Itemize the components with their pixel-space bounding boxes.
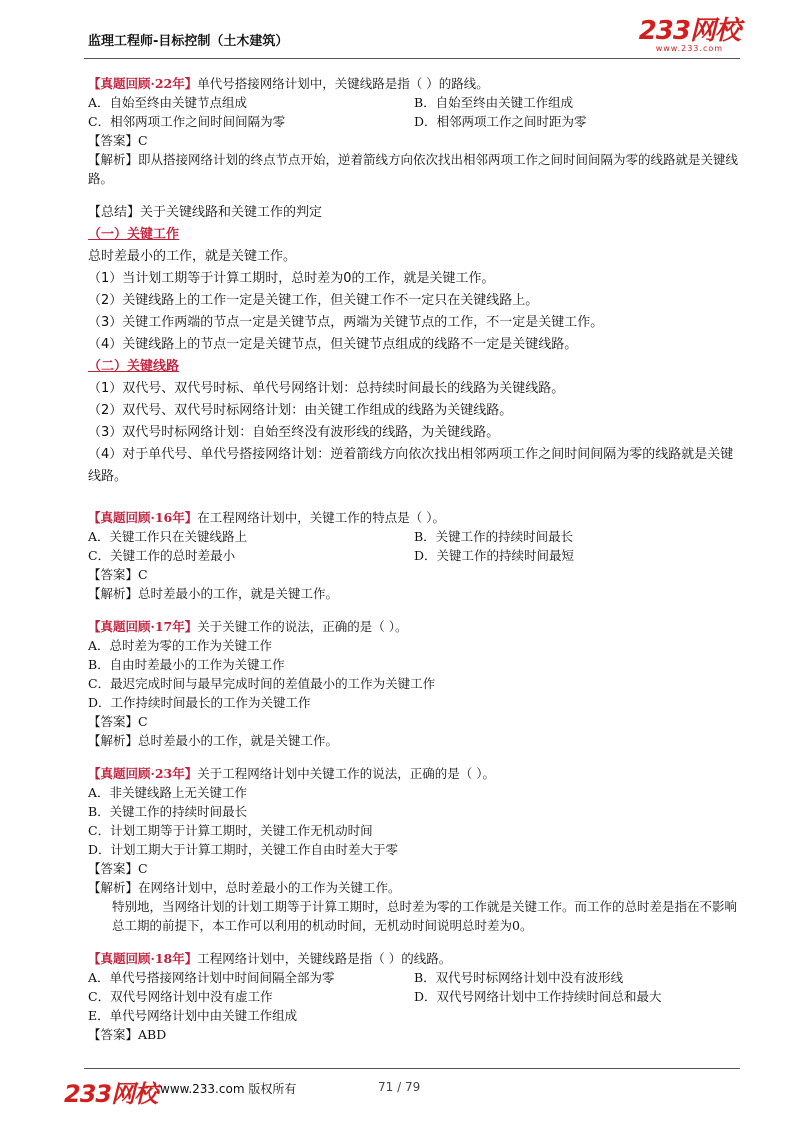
list-item: （2）关键线路上的工作一定是关键工作，但关键工作不一定只在关键线路上。 xyxy=(88,293,539,308)
option-a: A．自始至终由关键节点组成 xyxy=(88,95,248,110)
list-item: （4）对于单代号、单代号搭接网络计划：逆着箭线方向依次找出相邻两项工作之间时间间隔为零的线路就是关键线路。 xyxy=(88,447,734,484)
question-tag: 【真题回顾·18年】 xyxy=(88,951,198,966)
summary-title: 【总结】关于关键线路和关键工作的判定 xyxy=(88,205,323,220)
section-key-path: （二）关键线路 xyxy=(88,359,180,374)
page-number: 71 / 79 xyxy=(378,1080,421,1094)
option-b: B．关键工作的持续时间最长 xyxy=(414,529,574,544)
analysis: 【解析】总时差最小的工作，就是关键工作。 xyxy=(88,733,339,748)
analysis: 【解析】即从搭接网络计划的终点节点开始，逆着箭线方向依次找出相邻两项工作之间时间间隔为零的线路就是关键线路。 xyxy=(88,152,739,186)
copyright: www.233.com 版权所有 xyxy=(160,1082,297,1096)
brand-logo xyxy=(639,18,740,53)
answer: 【答案】ABD xyxy=(88,1027,167,1042)
option-a: A．非关键线路上无关键工作 xyxy=(88,785,248,800)
analysis: 【解析】在网络计划中，总时差最小的工作为关键工作。 xyxy=(88,880,401,895)
option-c: C．相邻两项工作之间时间间隔为零 xyxy=(88,114,286,129)
question-17 xyxy=(88,617,740,750)
list-item: （1）双代号、双代号时标、单代号网络计划：总持续时间最长的线路为关键线路。 xyxy=(88,381,565,396)
list-item: （3）双代号时标网络计划：自始至终没有波形线的线路，为关键线路。 xyxy=(88,425,500,440)
header-divider xyxy=(84,58,740,59)
question-stem: 单代号搭接网络计划中，关键线路是指（ ）的路线。 xyxy=(197,76,489,91)
list-item: （4）关键线路上的节点一定是关键节点，但关键节点组成的线路不一定是关键线路。 xyxy=(88,337,578,352)
question-tag: 【真题回顾·17年】 xyxy=(88,619,198,634)
summary xyxy=(88,202,740,488)
option-a: A．单代号搭接网络计划中时间间隔全部为零 xyxy=(88,970,335,985)
option-d: D．相邻两项工作之间时距为零 xyxy=(414,114,587,129)
brand-logo-mark: 233网校 xyxy=(638,16,740,46)
question-stem: 在工程网络计划中，关键工作的特点是（ ）。 xyxy=(197,510,445,525)
option-c: C．最迟完成时间与最早完成时间的差值最小的工作为关键工作 xyxy=(88,676,436,691)
answer: 【答案】C xyxy=(88,861,148,876)
option-b: B．双代号时标网络计划中没有波形线 xyxy=(414,970,624,985)
question-stem: 关于工程网络计划中关键工作的说法，正确的是（ ）。 xyxy=(197,766,495,781)
option-c: C．计划工期等于计算工期时，关键工作无机动时间 xyxy=(88,823,373,838)
question-stem: 关于关键工作的说法，正确的是（ ）。 xyxy=(197,619,408,634)
question-tag: 【真题回顾·23年】 xyxy=(88,766,198,781)
analysis: 【解析】总时差最小的工作，就是关键工作。 xyxy=(88,586,339,601)
answer: 【答案】C xyxy=(88,133,148,148)
question-22 xyxy=(88,74,740,188)
question-23 xyxy=(88,764,740,935)
option-a: A．总时差为零的工作为关键工作 xyxy=(88,638,273,653)
option-d: D．双代号网络计划中工作持续时间总和最大 xyxy=(414,989,662,1004)
option-b: B．自始至终由关键工作组成 xyxy=(414,95,574,110)
section-key-work: （一）关键工作 xyxy=(88,227,180,242)
option-c: C．双代号网络计划中没有虚工作 xyxy=(88,989,273,1004)
question-18 xyxy=(88,949,740,1044)
option-b: B．关键工作的持续时间最长 xyxy=(88,804,248,819)
footer-divider xyxy=(84,1068,740,1069)
answer: 【答案】C xyxy=(88,567,148,582)
list-item: （3）关键工作两端的节点一定是关键节点，两端为关键节点的工作，不一定是关键工作。 xyxy=(88,315,604,330)
option-d: D．计划工期大于计算工期时，关键工作自由时差大于零 xyxy=(88,842,399,857)
answer: 【答案】C xyxy=(88,714,148,729)
option-c: C．关键工作的总时差最小 xyxy=(88,548,236,563)
option-e: E．单代号网络计划中由关键工作组成 xyxy=(88,1008,298,1023)
question-tag: 【真题回顾·16年】 xyxy=(88,510,198,525)
option-d: D．关键工作的持续时间最短 xyxy=(414,548,575,563)
analysis-note: 特别地，当网络计划的计划工期等于计算工期时，总时差为零的工作就是关键工作。而工作的总时差是指在不影响总工期的前提下，本工作可以利用的机动时间，无机动时间说明总时差为0。 xyxy=(112,899,738,933)
option-d: D．工作持续时间最长的工作为关键工作 xyxy=(88,695,311,710)
document-title: 监理工程师-目标控制（土木建筑） xyxy=(88,34,289,49)
section-intro: 总时差最小的工作，就是关键工作。 xyxy=(88,249,297,264)
footer-logo: 233网校 xyxy=(64,1080,158,1108)
question-16 xyxy=(88,508,740,603)
question-stem: 工程网络计划中，关键线路是指（ ）的线路。 xyxy=(197,951,452,966)
option-b: B．自由时差最小的工作为关键工作 xyxy=(88,657,285,672)
list-item: （1）当计划工期等于计算工期时，总时差为0的工作，就是关键工作。 xyxy=(88,271,495,286)
question-tag: 【真题回顾·22年】 xyxy=(88,76,198,91)
option-a: A．关键工作只在关键线路上 xyxy=(88,529,248,544)
list-item: （2）双代号、双代号时标网络计划：由关键工作组成的线路为关键线路。 xyxy=(88,403,513,418)
brand-logo-url: www.233.com xyxy=(655,44,724,53)
page-body xyxy=(88,74,740,1058)
